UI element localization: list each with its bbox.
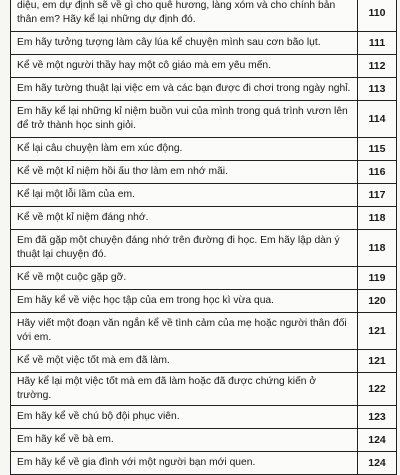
toc-entry-title: Kể về một cuộc gặp gỡ.	[11, 267, 358, 290]
toc-entry-page-number: 122	[358, 373, 397, 406]
toc-entry-title: Em hãy kể về chú bộ đội phục viên.	[11, 406, 358, 429]
toc-entry-page-number: 114	[358, 101, 397, 138]
toc-entry-page-number: 113	[358, 78, 397, 101]
toc-row	[11, 0, 397, 32]
toc-entry-page-number: 110	[358, 0, 397, 32]
toc-entry-title: Em hãy tường thuật lại việc em và các bạn được đi chơi trong ngày nghỉ.	[11, 78, 358, 101]
toc-entry-page-number: 124	[358, 429, 397, 452]
toc-entry-title: Kể lại câu chuyện làm em xúc động.	[11, 138, 358, 161]
toc-entry-page-number: 123	[358, 406, 397, 429]
toc-entry-title: Kể về một việc tốt mà em đã làm.	[11, 350, 358, 373]
toc-entry-title: Hãy viết một đoạn văn ngắn kể về tình cảm của mẹ hoặc người thân đối với em.	[11, 313, 358, 350]
toc-row	[11, 290, 397, 313]
toc-entry-title: Kể về một người thầy hay một cô giáo mà em yêu mến.	[11, 55, 358, 78]
toc-entry-page-number: 120	[358, 290, 397, 313]
toc-entry-page-number: 118	[358, 230, 397, 267]
toc-row	[11, 267, 397, 290]
table-of-contents	[10, 0, 397, 475]
toc-entry-title: diệu, em dự định sẽ về gì cho quê hương, làng xóm và cho chính bản thân em? Hãy kể lại những dự định đó.	[11, 0, 358, 32]
toc-entry-title: Kể lại một lỗi lầm của em.	[11, 184, 358, 207]
toc-entry-page-number: 119	[358, 267, 397, 290]
toc-entry-page-number: 121	[358, 350, 397, 373]
toc-row	[11, 55, 397, 78]
toc-row	[11, 350, 397, 373]
toc-entry-title: Kể về một kỉ niệm đáng nhớ.	[11, 207, 358, 230]
toc-entry-title: Hãy kể lại một việc tốt mà em đã làm hoặc đã được chứng kiến ở trường.	[11, 373, 358, 406]
toc-row	[11, 138, 397, 161]
toc-entry-title: Kể về một kỉ niệm hồi ấu thơ làm em nhớ mãi.	[11, 161, 358, 184]
toc-entry-title: Em đã gặp một chuyện đáng nhớ trên đường đi học. Em hãy lập dàn ý thuật lại chuyện đó.	[11, 230, 358, 267]
toc-row	[11, 207, 397, 230]
toc-row	[11, 78, 397, 101]
toc-entry-page-number: 118	[358, 207, 397, 230]
toc-row	[11, 406, 397, 429]
toc-entry-page-number: 124	[358, 452, 397, 475]
toc-row	[11, 32, 397, 55]
toc-entry-title: Em hãy kể về việc học tập của em trong học kì vừa qua.	[11, 290, 358, 313]
toc-entry-title: Em hãy kể lại những kỉ niệm buồn vui của mình trong quá trình vươn lên để trở thành học sinh giỏi.	[11, 101, 358, 138]
toc-entry-page-number: 111	[358, 32, 397, 55]
toc-body	[11, 0, 397, 475]
toc-row	[11, 184, 397, 207]
toc-row	[11, 373, 397, 406]
toc-row	[11, 429, 397, 452]
toc-row	[11, 161, 397, 184]
toc-entry-page-number: 112	[358, 55, 397, 78]
toc-row	[11, 101, 397, 138]
toc-row	[11, 230, 397, 267]
toc-entry-title: Em hãy kể về gia đình với một người bạn mới quen.	[11, 452, 358, 475]
toc-entry-title: Em hãy tưởng tượng làm cây lúa kể chuyện mình sau cơn bão lụt.	[11, 32, 358, 55]
toc-entry-title: Em hãy kể về bà em.	[11, 429, 358, 452]
toc-entry-page-number: 121	[358, 313, 397, 350]
toc-entry-page-number: 116	[358, 161, 397, 184]
toc-entry-page-number: 117	[358, 184, 397, 207]
toc-row	[11, 452, 397, 475]
toc-entry-page-number: 115	[358, 138, 397, 161]
toc-row	[11, 313, 397, 350]
